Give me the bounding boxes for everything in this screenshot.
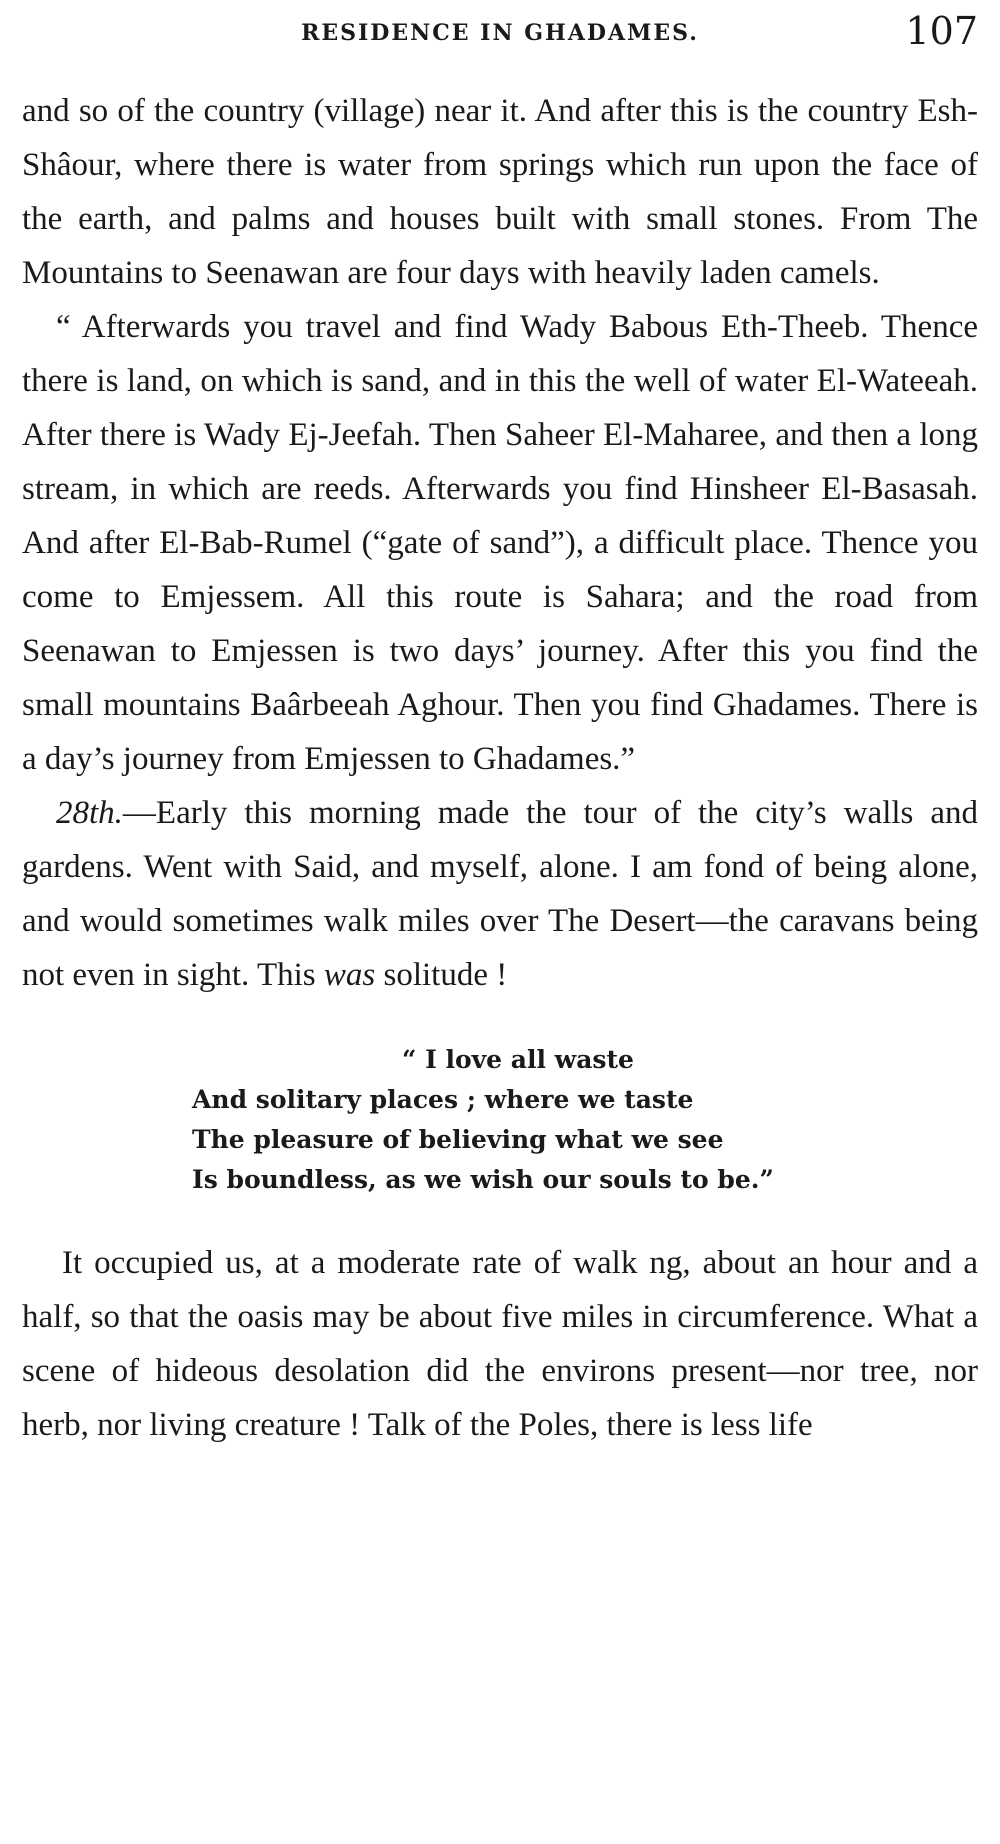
body-text	[22, 84, 978, 1452]
verse-line-1: “ I love all waste	[402, 1045, 634, 1074]
entry-date: 28th.	[56, 795, 123, 831]
page-number: 107	[905, 9, 978, 53]
paragraph-1: and so of the country (village) near it. And after this is the country Esh-Shâour, where there is water from springs which run upon the face of the earth, and palms and houses built with small stones. From The Mountains to Seenawan are four days with heavily laden camels.	[22, 93, 978, 291]
paragraph-3-text-b: solitude !	[375, 957, 508, 993]
paragraph-3-emphasis: was	[323, 957, 376, 993]
paragraph-4: It occupied us, at a moderate rate of walk ng, about an hour and a half, so that the oasis may be about five miles in circumference. What a scene of hideous desolation did the environs present—nor tree, nor herb, nor living creature ! Talk of the Poles, there is less life	[22, 1245, 978, 1443]
running-head	[22, 6, 978, 56]
verse-quotation	[192, 1040, 978, 1200]
paragraph-2: “ Afterwards you travel and find Wady Babous Eth-Theeb. Thence there is land, on which is sand, and in this the well of water El-Wateeah. After there is Wady Ej-Jeefah. Then Saheer El-Maharee, and then a long stream, in which are reeds. Afterwards you find Hinsheer El-Basasah. And after El-Bab-Rumel (“gate of sand”), a difficult place. Thence you come to Emjessem. All this route is Sahara; and the road from Seenawan to Emjessen is two days’ journey. After this you find the small mountains Baârbeeah Aghour. Then you find Ghadames. There is a day’s journey from Emjessen to Ghadames.”	[22, 309, 978, 777]
running-title: RESIDENCE IN GHADAMES.	[301, 20, 699, 46]
paragraph-3	[22, 786, 978, 1002]
verse-line-2: And solitary places ; where we taste	[192, 1085, 694, 1114]
paragraph-3-text-a: —Early this morning made the tour of the city’s walls and gardens. Went with Said, and myself, alone. I am fond of being alone, and would sometimes walk miles over The Desert—the caravans being not even in sight. This	[22, 795, 978, 993]
verse-line-3: The pleasure of believing what we see	[192, 1125, 724, 1154]
verse-line-4: Is boundless, as we wish our souls to be.”	[192, 1165, 774, 1194]
